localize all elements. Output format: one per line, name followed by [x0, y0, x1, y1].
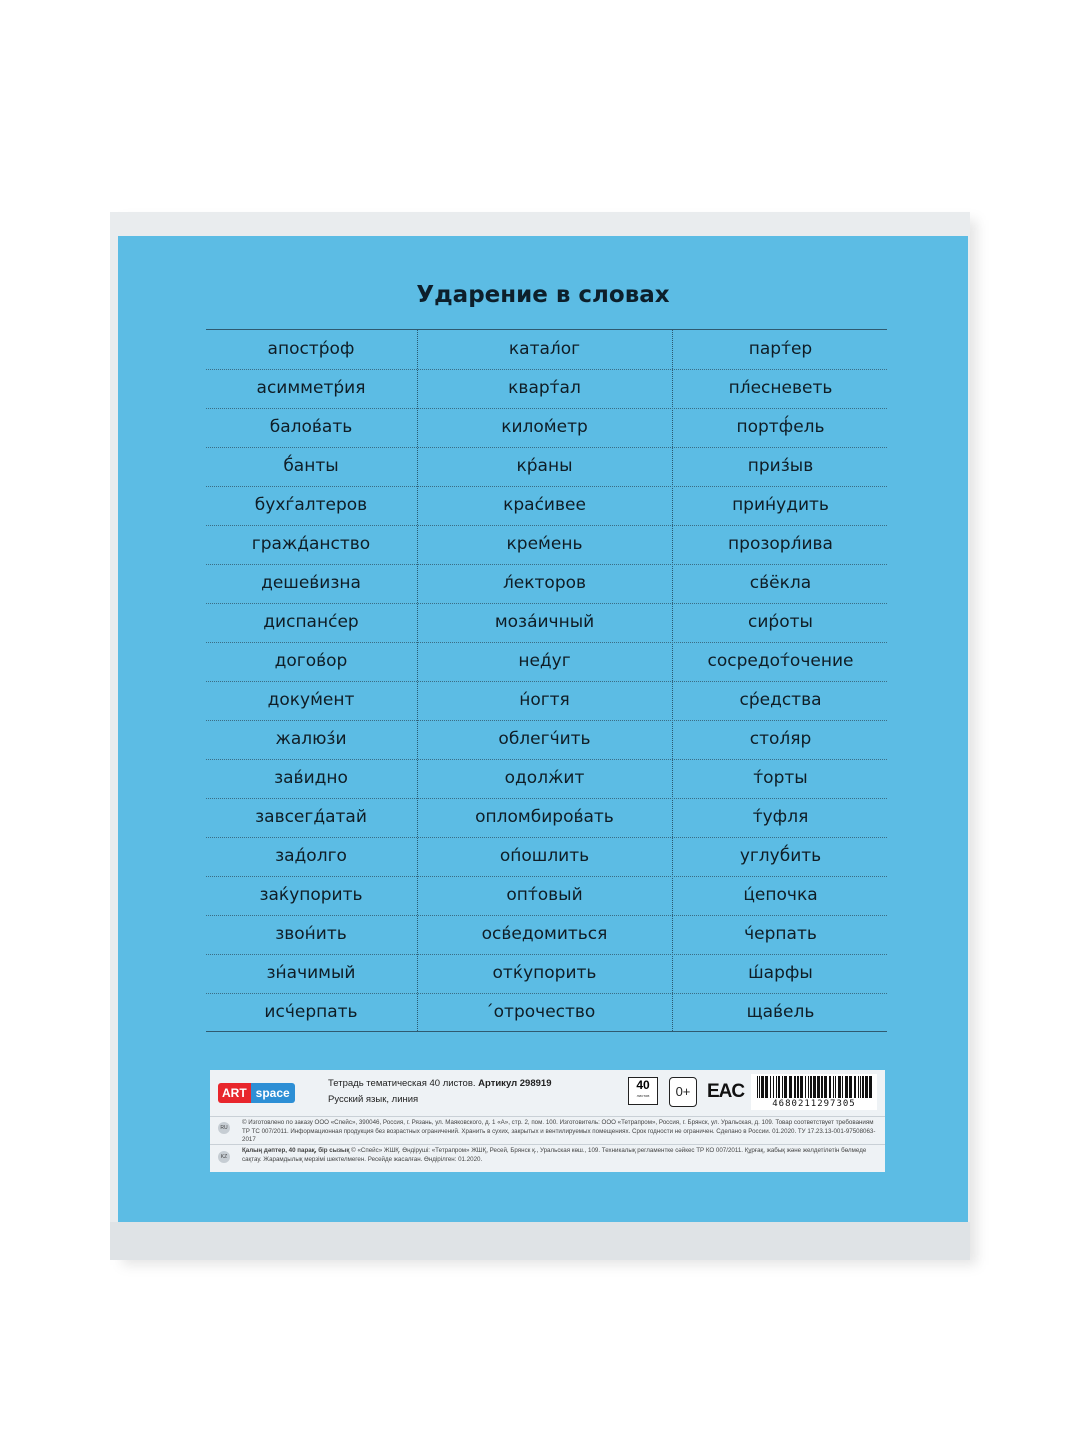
word-cell: бухѓалтеров	[254, 495, 368, 515]
word-cell: исч́ерпать	[264, 1002, 358, 1022]
word-cell: приз́ыв	[747, 456, 814, 476]
word-cell: ́отрочество	[493, 1002, 596, 1022]
table-row	[206, 603, 887, 643]
table-row	[206, 720, 887, 760]
word-cell: зад́олго	[275, 846, 347, 866]
word-cell: прозорл́ива	[728, 534, 833, 554]
word-cell: н́огтя	[519, 690, 570, 710]
table-row	[206, 798, 887, 838]
eac-mark-icon: EAC	[707, 1081, 745, 1102]
ru-badge-icon: RU	[218, 1122, 230, 1134]
table-row	[206, 525, 887, 565]
logo-art-text: ART	[218, 1083, 251, 1103]
table-row	[206, 993, 887, 1032]
word-cell: стол́яр	[749, 729, 812, 749]
word-cell: сосредот́очение	[707, 651, 854, 671]
word-cell: догов́ор	[274, 651, 348, 671]
word-cell: ш́арфы	[748, 963, 813, 983]
word-cell: осв́едомиться	[481, 924, 608, 944]
word-cell: опт́овый	[506, 885, 583, 905]
word-cell: балов́ать	[269, 417, 353, 437]
table-row	[206, 642, 887, 682]
word-cell: заќупорить	[259, 885, 363, 905]
word-cell: т́уфля	[752, 807, 809, 827]
kz-legal-body: © «Спейс» ЖШҚ. Өндіруші: «Тетрапром» ЖШҚ, Ресей, Брянск қ., Уральская көш., 109. Техникалық регламентке сәйкес ТР КО 007/2011. Құрғақ, жабық және желдетілетін бөлмеде сақтау. Жарамдылық мерзімі шектелмеген. Ресейде жасалған. Өндірілген: 01.2020.	[242, 1147, 867, 1163]
word-cell: асимметр́ия	[256, 378, 366, 398]
word-cell: моза́ичный	[494, 612, 595, 632]
word-cell: щав́ель	[746, 1002, 815, 1022]
word-cell: кр́аны	[516, 456, 573, 476]
product-info-panel	[210, 1070, 885, 1172]
word-cell: зав́идно	[274, 768, 348, 788]
word-cell: завсегд́атай	[255, 807, 367, 827]
word-cell: парт́ер	[748, 339, 813, 359]
word-cell: прин́удить	[732, 495, 829, 515]
word-cell: килом́етр	[501, 417, 588, 437]
barcode-number: 4680211297305	[772, 1099, 856, 1109]
word-cell: портф́ель	[736, 417, 825, 437]
notebook-cover	[118, 236, 968, 1222]
notebook-bottom-edge	[110, 1222, 970, 1260]
table-row	[206, 369, 887, 409]
table-row	[206, 915, 887, 955]
logo-space-text: space	[251, 1083, 295, 1103]
word-cell: л́екторов	[502, 573, 587, 593]
sheets-number: 40	[636, 1078, 650, 1092]
table-row	[206, 876, 887, 916]
word-cell: диспанс́ер	[263, 612, 359, 632]
word-cell: ц́епочка	[743, 885, 818, 905]
word-cell: облегч́ить	[498, 729, 591, 749]
cover-title: Ударение в словах	[416, 282, 670, 308]
word-cell: гражд́анство	[251, 534, 371, 554]
word-cell: зн́ачимый	[266, 963, 356, 983]
kz-product-name: Қалың дәптер, 40 парақ, бір сызық	[242, 1147, 350, 1154]
table-row	[206, 564, 887, 604]
table-row	[206, 486, 887, 526]
table-row	[206, 837, 887, 877]
word-cell: отќупорить	[492, 963, 597, 983]
word-cell: св́ёкла	[749, 573, 812, 593]
word-cell: углуб́ить	[739, 846, 822, 866]
sheets-label: листов	[636, 1093, 650, 1098]
word-cell: пл́есневеть	[728, 378, 833, 398]
age-rating-badge: 0+	[669, 1077, 697, 1107]
product-name: Тетрадь тематическая 40 листов.	[328, 1078, 476, 1089]
panel-divider	[210, 1144, 885, 1145]
table-row	[206, 759, 887, 799]
word-cell: оп́ошлить	[499, 846, 590, 866]
word-cell: катал́ог	[508, 339, 581, 359]
table-row	[206, 408, 887, 448]
sheets-count-badge	[628, 1077, 658, 1105]
artspace-logo	[218, 1082, 295, 1104]
table-row	[206, 447, 887, 487]
word-cell: одолж́ит	[504, 768, 585, 788]
barcode	[751, 1074, 877, 1110]
word-cell: сир́оты	[748, 612, 813, 632]
word-cell: звон́ить	[275, 924, 347, 944]
product-title	[328, 1078, 551, 1089]
word-cell: т́орты	[753, 768, 808, 788]
table-row	[206, 330, 887, 370]
panel-divider	[210, 1116, 885, 1117]
word-cell: опломбиров́ать	[475, 807, 614, 827]
word-cell: ср́едства	[739, 690, 822, 710]
word-cell: ч́ерпать	[744, 924, 817, 944]
ru-legal-text: © Изготовлено по заказу ООО «Спейс», 390046, Россия, г. Рязань, ул. Маяковского, д. 1 «А», стр. 2, пом. 100. Изготовитель: ООО «Тетрапром», Россия, г. Брянск, ул. Уральская, д. 109. Товар соответствует требованиям ТР ТС 007/2011. Информационная продукция без возрастных ограничений. Хранить в сухих, закрытых и вентилируемых помещениях. Срок годности не ограничен. Сделано в России. 01.2020. ТУ 17.23.13-001-97508063-2017	[242, 1119, 876, 1143]
product-subject: Русский язык, линия	[328, 1094, 419, 1105]
word-cell: кварт́ал	[508, 378, 581, 398]
product-article: Артикул 298919	[478, 1078, 552, 1089]
word-cell: дешев́изна	[261, 573, 361, 593]
word-cell: крем́ень	[506, 534, 583, 554]
kz-badge-icon: KZ	[218, 1151, 230, 1163]
word-cell: нед́уг	[518, 651, 571, 671]
stress-word-table	[206, 329, 887, 1032]
word-cell: докум́ент	[267, 690, 355, 710]
table-row	[206, 954, 887, 994]
word-cell: крас́ивее	[503, 495, 586, 515]
word-cell: апостр́оф	[267, 339, 355, 359]
barcode-bars-icon	[755, 1076, 873, 1098]
word-cell: б́анты	[283, 456, 339, 476]
table-row	[206, 681, 887, 721]
word-cell: жалюз́и	[275, 729, 347, 749]
kz-legal-text	[242, 1147, 882, 1173]
